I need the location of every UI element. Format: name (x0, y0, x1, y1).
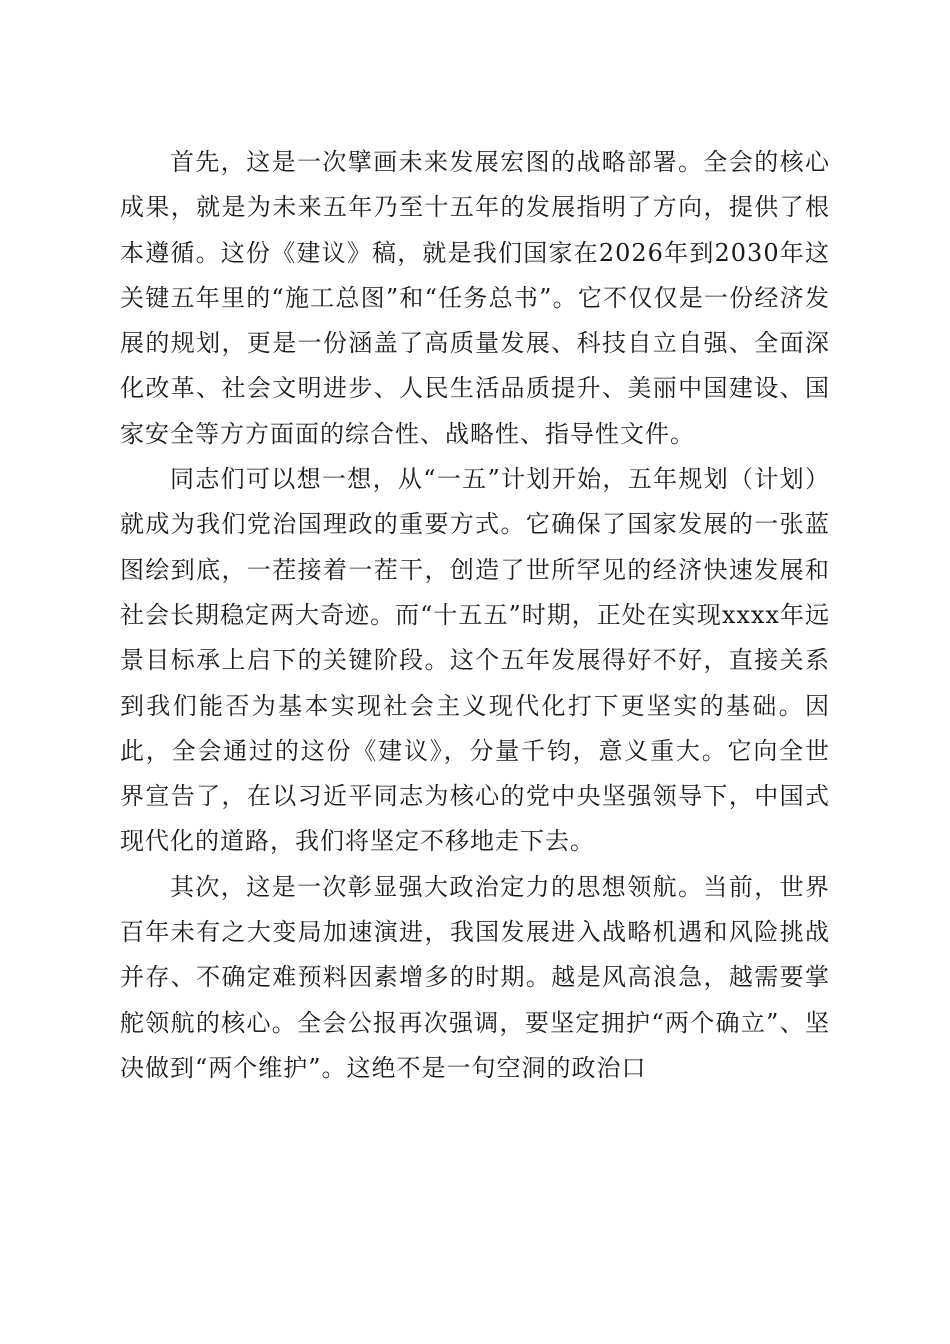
paragraph-political-guidance: 其次，这是一次彰显强大政治定力的思想领航。当前，世界百年未有之大变局加速演进，我国发展进入战略机遇和风险挑战并存、不确定难预料因素增多的时期。越是风高浪急，越需要掌舵领航的核心。全会公报再次强调，要坚定拥护“两个确立”、坚决做到“两个维护”。这绝不是一句空洞的政治口 (120, 872, 830, 1082)
document-body (120, 140, 830, 1091)
paragraph-five-year-plans: 同志们可以想一想，从“一五”计划开始，五年规划（计划）就成为我们党治国理政的重要方式。它确保了国家发展的一张蓝图绘到底，一茬接着一茬干，创造了世所罕见的经济快速发展和社会长期稳定两大奇迹。而“十五五”时期，正处在实现xxxx年远景目标承上启下的关键阶段。这个五年发展得好不好，直接关系到我们能否为基本实现社会主义现代化打下更坚实的基础。因此，全会通过的这份《建议》，分量千钧，意义重大。它向全世界宣告了，在以习近平同志为核心的党中央坚强领导下，中国式现代化的道路，我们将坚定不移地走下去。 (120, 465, 830, 856)
paragraph-strategic-deployment: 首先，这是一次擘画未来发展宏图的战略部署。全会的核心成果，就是为未来五年乃至十五年的发展指明了方向，提供了根本遵循。这份《建议》稿，就是我们国家在2026年到2030年这关键五年里的“施工总图”和“任务总书”。它不仅仅是一份经济发展的规划，更是一份涵盖了高质量发展、科技自立自强、全面深化改革、社会文明进步、人民生活品质提升、美丽中国建设、国家安全等方方面面的综合性、战略性、指导性文件。 (120, 148, 830, 448)
